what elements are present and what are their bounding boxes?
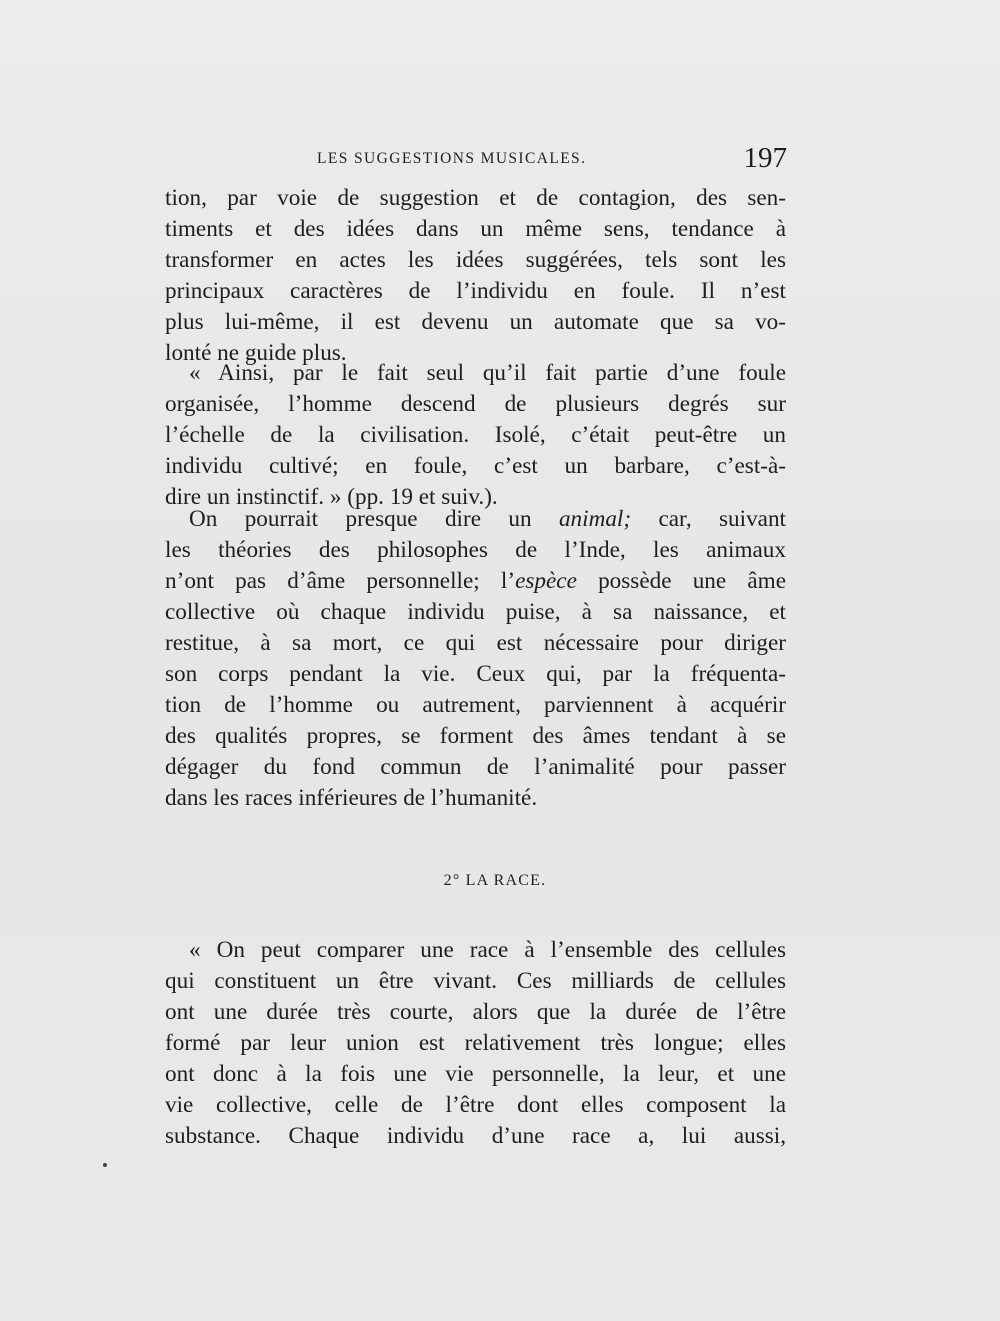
ink-speck xyxy=(103,1163,107,1167)
text-line: lonté ne guide plus. xyxy=(165,340,347,366)
text-line: dans les races inférieures de l’humanité. xyxy=(165,785,538,811)
text-line xyxy=(165,566,786,597)
text-line: dégager du fond commun de l’animalité pour passer xyxy=(165,754,786,780)
paragraph-2 xyxy=(165,358,786,513)
text-line: ont donc à la fois une vie personnelle, la leur, et une xyxy=(165,1061,786,1087)
text-line: transformer en actes les idées suggérées, tels sont les xyxy=(165,247,786,273)
paragraph-3 xyxy=(165,504,786,814)
text-line: l’échelle de la civilisation. Isolé, c’était peut-être un xyxy=(165,422,786,448)
text-line: ont une durée très courte, alors que la durée de l’être xyxy=(165,999,786,1025)
text-line: restitue, à sa mort, ce qui est nécessaire pour diriger xyxy=(165,630,786,656)
text-line: individu cultivé; en foule, c’est un barbare, c’est-à- xyxy=(165,453,786,479)
text-line: dire un instinctif. » (pp. 19 et suiv.). xyxy=(165,484,498,510)
text-line: « On peut comparer une race à l’ensemble des cellules xyxy=(189,937,786,963)
paragraph-4 xyxy=(165,935,786,1152)
italic-word: animal; xyxy=(558,506,632,532)
text-line: tion de l’homme ou autrement, parviennent à acquérir xyxy=(165,692,786,718)
text-line: vie collective, celle de l’être dont elles composent la xyxy=(165,1092,786,1118)
section-heading-text: 2° LA RACE. xyxy=(443,872,547,889)
section-heading xyxy=(0,872,1000,890)
text-line: « Ainsi, par le fait seul qu’il fait partie d’une foule xyxy=(189,360,786,386)
text-segment: possède une âme xyxy=(576,568,787,594)
text-line: les théories des philosophes de l’Inde, les animaux xyxy=(165,537,786,563)
page-number: 197 xyxy=(743,142,787,174)
text-line: substance. Chaque individu d’une race a, lui aussi, xyxy=(165,1123,786,1149)
text-segment: car, suivant xyxy=(631,506,786,532)
text-line: tion, par voie de suggestion et de contagion, des sen- xyxy=(165,185,786,211)
text-line: timents et des idées dans un même sens, tendance à xyxy=(165,216,786,242)
running-head xyxy=(317,142,787,180)
running-title: LES SUGGESTIONS MUSICALES. xyxy=(317,150,587,167)
italic-word: espèce xyxy=(515,568,577,594)
text-line: principaux caractères de l’individu en foule. Il n’est xyxy=(165,278,786,304)
text-segment: On pourrait presque dire un xyxy=(189,506,559,532)
text-line: collective où chaque individu puise, à sa naissance, et xyxy=(165,599,786,625)
text-line: plus lui-même, il est devenu un automate que sa vo- xyxy=(165,309,786,335)
text-line: des qualités propres, se forment des âmes tendant à se xyxy=(165,723,786,749)
text-line: son corps pendant la vie. Ceux qui, par la fréquenta- xyxy=(165,661,786,687)
text-line: formé par leur union est relativement très longue; elles xyxy=(165,1030,786,1056)
text-line xyxy=(165,504,786,535)
text-line: organisée, l’homme descend de plusieurs degrés sur xyxy=(165,391,786,417)
paragraph-1 xyxy=(165,183,786,369)
text-segment: n’ont pas d’âme personnelle; l’ xyxy=(165,568,516,594)
text-line: qui constituent un être vivant. Ces milliards de cellules xyxy=(165,968,786,994)
